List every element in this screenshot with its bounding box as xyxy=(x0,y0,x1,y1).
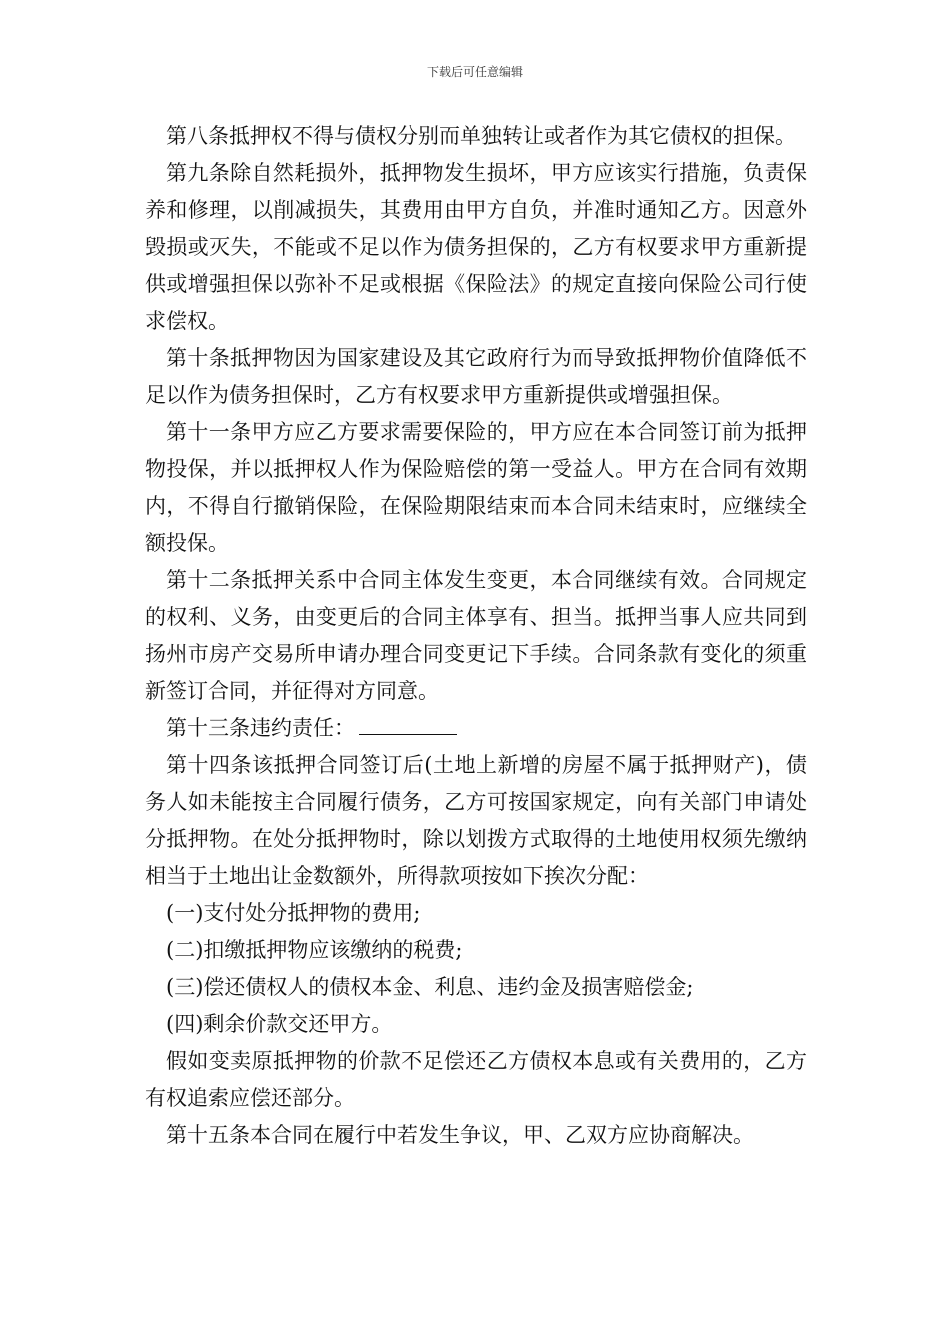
article-12: 第十二条抵押关系中合同主体发生变更，本合同继续有效。合同规定的权利、义务，由变更后的合同主体享有、担当。抵押当事人应共同到扬州市房产交易所申请办理合同变更记下手续。合同条款有变化的须重新签订合同，并征得对方同意。 xyxy=(145,568,807,703)
document-body xyxy=(145,118,807,1154)
fill-in-blank xyxy=(359,714,457,735)
list-item-3: (三)偿还债权人的债权本金、利息、违约金及损害赔偿金; xyxy=(166,975,694,999)
list-item-2: (二)扣缴抵押物应该缴纳的税费; xyxy=(166,938,463,962)
article-14: 第十四条该抵押合同签订后(土地上新增的房屋不属于抵押财产)，债务人如未能按主合同履行债务，乙方可按国家规定，向有关部门申请处分抵押物。在处分抵押物时，除以划拨方式取得的土地使用权须先缴纳相当于土地出让金数额外，所得款项按如下挨次分配： xyxy=(145,753,807,888)
article-11: 第十一条甲方应乙方要求需要保险的，甲方应在本合同签订前为抵押物投保，并以抵押权人作为保险赔偿的第一受益人。甲方在合同有效期内，不得自行撤销保险，在保险期限结束而本合同未结束时，应继续全额投保。 xyxy=(145,420,807,555)
article-9: 第九条除自然耗损外，抵押物发生损坏，甲方应该实行措施，负责保养和修理，以削减损失，其费用由甲方自负，并准时通知乙方。因意外毁损或灭失，不能或不足以作为债务担保的，乙方有权要求甲方重新提供或增强担保以弥补不足或根据《保险法》的规定直接向保险公司行使求偿权。 xyxy=(145,161,807,333)
page-header: 下载后可任意编辑 xyxy=(426,65,523,79)
article-10: 第十条抵押物因为国家建设及其它政府行为而导致抵押物价值降低不足以作为债务担保时，乙方有权要求甲方重新提供或增强担保。 xyxy=(145,346,807,407)
list-item-1: (一)支付处分抵押物的费用; xyxy=(166,901,421,925)
shortfall-clause: 假如变卖原抵押物的价款不足偿还乙方债权本息或有关费用的，乙方有权追索应偿还部分。 xyxy=(145,1049,807,1110)
article-15: 第十五条本合同在履行中若发生争议，甲、乙双方应协商解决。 xyxy=(166,1123,754,1147)
article-13-label: 第十三条违约责任： xyxy=(166,716,355,740)
article-8: 第八条抵押权不得与债权分别而单独转让或者作为其它债权的担保。 xyxy=(166,124,796,148)
article-13 xyxy=(145,710,807,747)
list-item-4: (四)剩余价款交还甲方。 xyxy=(166,1012,393,1036)
